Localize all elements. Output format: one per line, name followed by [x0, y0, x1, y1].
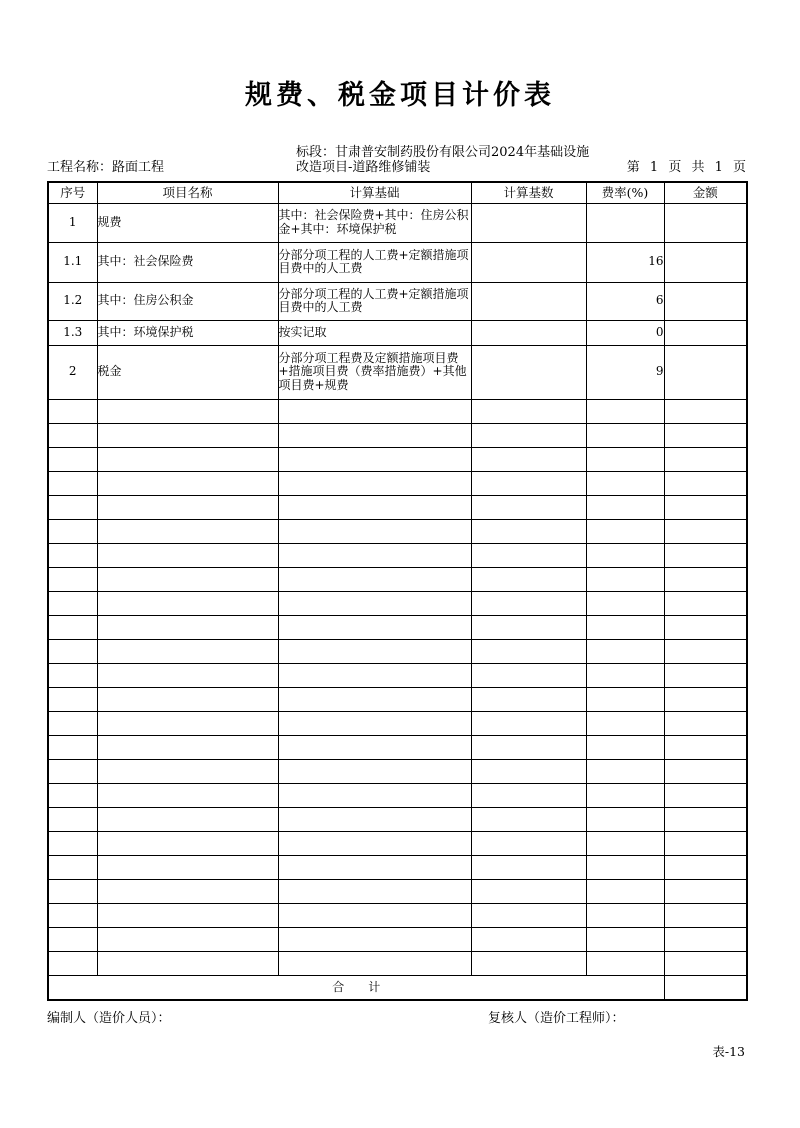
empty-cell — [586, 615, 664, 639]
empty-cell — [97, 567, 278, 591]
empty-cell — [586, 519, 664, 543]
empty-table-row — [48, 855, 747, 879]
empty-cell — [664, 687, 747, 711]
amount-cell — [664, 282, 747, 320]
empty-cell — [48, 951, 97, 975]
empty-cell — [48, 735, 97, 759]
project-name-label: 工程名称： — [47, 160, 113, 175]
empty-cell — [664, 735, 747, 759]
empty-cell — [586, 759, 664, 783]
empty-cell — [586, 903, 664, 927]
empty-cell — [97, 639, 278, 663]
name-cell: 其中：社会保险费 — [97, 242, 278, 282]
empty-cell — [48, 615, 97, 639]
empty-table-row — [48, 735, 747, 759]
empty-table-row — [48, 567, 747, 591]
seq-cell: 2 — [48, 345, 97, 399]
empty-cell — [48, 879, 97, 903]
empty-table-row — [48, 591, 747, 615]
empty-table-row — [48, 663, 747, 687]
section-info — [296, 145, 602, 175]
empty-cell — [471, 615, 586, 639]
empty-cell — [48, 399, 97, 423]
empty-cell — [48, 687, 97, 711]
empty-cell — [97, 903, 278, 927]
empty-cell — [471, 639, 586, 663]
rate-cell: 6 — [586, 282, 664, 320]
basis-cell: 分部分项工程费及定额措施项目费+措施项目费（费率措施费）+其他项目费+规费 — [278, 345, 471, 399]
empty-cell — [664, 951, 747, 975]
empty-cell — [471, 735, 586, 759]
empty-cell — [586, 855, 664, 879]
basis-cell: 分部分项工程的人工费+定额措施项目费中的人工费 — [278, 242, 471, 282]
name-cell: 税金 — [97, 345, 278, 399]
reviewer-label: 复核人（造价工程师）： — [488, 1011, 625, 1026]
empty-cell — [664, 471, 747, 495]
empty-cell — [586, 927, 664, 951]
empty-cell — [471, 831, 586, 855]
empty-cell — [48, 903, 97, 927]
empty-table-row — [48, 471, 747, 495]
empty-cell — [278, 639, 471, 663]
base-cell — [471, 282, 586, 320]
empty-cell — [48, 783, 97, 807]
empty-table-row — [48, 495, 747, 519]
empty-cell — [278, 759, 471, 783]
empty-cell — [97, 663, 278, 687]
form-number: 表-13 — [712, 1044, 745, 1059]
empty-cell — [97, 927, 278, 951]
basis-cell: 其中：社会保险费+其中：住房公积金+其中：环境保护税 — [278, 203, 471, 242]
table-row — [48, 242, 747, 282]
empty-cell — [97, 687, 278, 711]
empty-cell — [471, 543, 586, 567]
empty-cell — [48, 471, 97, 495]
empty-cell — [278, 471, 471, 495]
empty-cell — [97, 735, 278, 759]
empty-cell — [48, 567, 97, 591]
empty-cell — [664, 855, 747, 879]
empty-cell — [97, 519, 278, 543]
empty-cell — [97, 495, 278, 519]
empty-cell — [278, 615, 471, 639]
empty-cell — [278, 735, 471, 759]
empty-cell — [48, 639, 97, 663]
empty-cell — [278, 879, 471, 903]
empty-table-row — [48, 831, 747, 855]
empty-cell — [278, 927, 471, 951]
empty-cell — [586, 471, 664, 495]
empty-cell — [471, 663, 586, 687]
empty-table-row — [48, 711, 747, 735]
empty-cell — [586, 447, 664, 471]
base-cell — [471, 242, 586, 282]
empty-cell — [97, 951, 278, 975]
empty-cell — [97, 855, 278, 879]
empty-cell — [97, 423, 278, 447]
empty-cell — [586, 783, 664, 807]
empty-cell — [664, 495, 747, 519]
empty-cell — [97, 807, 278, 831]
total-label-cell: 合 计 — [48, 975, 664, 1000]
table-row — [48, 345, 747, 399]
empty-cell — [664, 879, 747, 903]
empty-cell — [278, 543, 471, 567]
empty-table-row — [48, 951, 747, 975]
empty-cell — [664, 807, 747, 831]
empty-cell — [664, 663, 747, 687]
empty-cell — [278, 711, 471, 735]
empty-cell — [278, 831, 471, 855]
empty-cell — [586, 567, 664, 591]
empty-table-row — [48, 399, 747, 423]
header-name: 项目名称 — [97, 182, 278, 203]
empty-cell — [48, 759, 97, 783]
empty-cell — [471, 783, 586, 807]
empty-cell — [664, 831, 747, 855]
table-body — [48, 203, 747, 1000]
empty-cell — [664, 519, 747, 543]
empty-table-row — [48, 759, 747, 783]
base-cell — [471, 320, 586, 345]
empty-cell — [48, 807, 97, 831]
empty-cell — [586, 639, 664, 663]
table-row — [48, 282, 747, 320]
page-number: 第 1 页 共 1 页 — [626, 160, 746, 175]
empty-cell — [471, 423, 586, 447]
seq-cell: 1 — [48, 203, 97, 242]
name-cell: 规费 — [97, 203, 278, 242]
empty-cell — [471, 903, 586, 927]
empty-cell — [471, 879, 586, 903]
empty-table-row — [48, 927, 747, 951]
rate-cell: 9 — [586, 345, 664, 399]
empty-table-row — [48, 687, 747, 711]
empty-cell — [586, 687, 664, 711]
header-rate: 费率(%) — [586, 182, 664, 203]
empty-cell — [97, 591, 278, 615]
empty-cell — [664, 639, 747, 663]
amount-cell — [664, 320, 747, 345]
page-title: 规费、税金项目计价表 — [245, 80, 555, 111]
table-header — [48, 182, 747, 203]
name-cell: 其中：住房公积金 — [97, 282, 278, 320]
rate-cell: 16 — [586, 242, 664, 282]
header-amount: 金额 — [664, 182, 747, 203]
empty-cell — [471, 471, 586, 495]
empty-cell — [97, 543, 278, 567]
empty-cell — [97, 615, 278, 639]
empty-table-row — [48, 879, 747, 903]
empty-cell — [97, 711, 278, 735]
empty-cell — [586, 423, 664, 447]
empty-cell — [48, 543, 97, 567]
empty-cell — [278, 519, 471, 543]
rate-cell — [586, 203, 664, 242]
empty-cell — [664, 543, 747, 567]
empty-cell — [278, 567, 471, 591]
empty-table-row — [48, 519, 747, 543]
empty-cell — [48, 495, 97, 519]
empty-cell — [48, 447, 97, 471]
empty-cell — [471, 711, 586, 735]
header-base: 计算基数 — [471, 182, 586, 203]
empty-cell — [586, 735, 664, 759]
empty-cell — [278, 687, 471, 711]
empty-table-row — [48, 903, 747, 927]
empty-cell — [97, 759, 278, 783]
empty-cell — [48, 423, 97, 447]
empty-cell — [471, 927, 586, 951]
footer-row — [47, 1011, 746, 1026]
section-label: 标段： — [296, 145, 336, 160]
empty-cell — [586, 951, 664, 975]
header-basis: 计算基础 — [278, 182, 471, 203]
project-name — [47, 160, 296, 175]
empty-cell — [278, 447, 471, 471]
empty-table-row — [48, 543, 747, 567]
project-name-value: 路面工程 — [112, 160, 165, 175]
empty-table-row — [48, 783, 747, 807]
empty-cell — [586, 807, 664, 831]
empty-cell — [471, 687, 586, 711]
empty-cell — [664, 759, 747, 783]
empty-cell — [48, 711, 97, 735]
empty-cell — [278, 807, 471, 831]
empty-cell — [586, 663, 664, 687]
empty-cell — [97, 879, 278, 903]
empty-table-row — [48, 615, 747, 639]
empty-cell — [48, 927, 97, 951]
empty-cell — [664, 567, 747, 591]
fees-taxes-table — [47, 181, 748, 1001]
empty-cell — [471, 759, 586, 783]
empty-table-row — [48, 639, 747, 663]
empty-cell — [664, 423, 747, 447]
amount-cell — [664, 345, 747, 399]
empty-cell — [278, 495, 471, 519]
empty-table-row — [48, 447, 747, 471]
empty-cell — [278, 783, 471, 807]
amount-cell — [664, 203, 747, 242]
empty-cell — [664, 711, 747, 735]
empty-cell — [586, 831, 664, 855]
empty-cell — [278, 903, 471, 927]
empty-cell — [471, 855, 586, 879]
empty-cell — [664, 591, 747, 615]
empty-cell — [471, 447, 586, 471]
empty-cell — [664, 903, 747, 927]
empty-cell — [586, 543, 664, 567]
empty-cell — [471, 495, 586, 519]
empty-cell — [278, 663, 471, 687]
table-row — [48, 203, 747, 242]
amount-cell — [664, 242, 747, 282]
empty-cell — [471, 591, 586, 615]
empty-cell — [586, 495, 664, 519]
seq-cell: 1.2 — [48, 282, 97, 320]
empty-cell — [278, 855, 471, 879]
empty-cell — [97, 783, 278, 807]
seq-cell: 1.3 — [48, 320, 97, 345]
preparer-label: 编制人（造价人员）： — [47, 1011, 171, 1026]
empty-cell — [586, 591, 664, 615]
empty-cell — [48, 831, 97, 855]
seq-cell: 1.1 — [48, 242, 97, 282]
empty-cell — [471, 951, 586, 975]
empty-cell — [471, 807, 586, 831]
basis-cell: 分部分项工程的人工费+定额措施项目费中的人工费 — [278, 282, 471, 320]
table-row — [48, 320, 747, 345]
empty-cell — [586, 879, 664, 903]
empty-cell — [664, 783, 747, 807]
base-cell — [471, 345, 586, 399]
total-row — [48, 975, 747, 1000]
empty-cell — [278, 951, 471, 975]
empty-cell — [471, 519, 586, 543]
empty-cell — [586, 711, 664, 735]
empty-cell — [664, 447, 747, 471]
total-amount-cell — [664, 975, 747, 1000]
empty-cell — [278, 423, 471, 447]
empty-cell — [97, 831, 278, 855]
empty-cell — [97, 399, 278, 423]
empty-cell — [278, 399, 471, 423]
section-value: 甘肃普安制药股份有限公司2024年基础设施改造项目-道路维修铺装 — [296, 145, 590, 175]
empty-cell — [48, 591, 97, 615]
basis-cell: 按实记取 — [278, 320, 471, 345]
meta-row — [47, 145, 746, 175]
empty-table-row — [48, 807, 747, 831]
empty-cell — [471, 399, 586, 423]
empty-cell — [664, 399, 747, 423]
empty-table-row — [48, 423, 747, 447]
empty-cell — [97, 471, 278, 495]
empty-cell — [48, 663, 97, 687]
header-seq: 序号 — [48, 182, 97, 203]
empty-cell — [664, 615, 747, 639]
empty-cell — [664, 927, 747, 951]
empty-cell — [586, 399, 664, 423]
header-row — [48, 182, 747, 203]
base-cell — [471, 203, 586, 242]
rate-cell: 0 — [586, 320, 664, 345]
empty-cell — [278, 591, 471, 615]
empty-cell — [471, 567, 586, 591]
empty-cell — [48, 519, 97, 543]
empty-cell — [97, 447, 278, 471]
empty-cell — [48, 855, 97, 879]
name-cell: 其中：环境保护税 — [97, 320, 278, 345]
